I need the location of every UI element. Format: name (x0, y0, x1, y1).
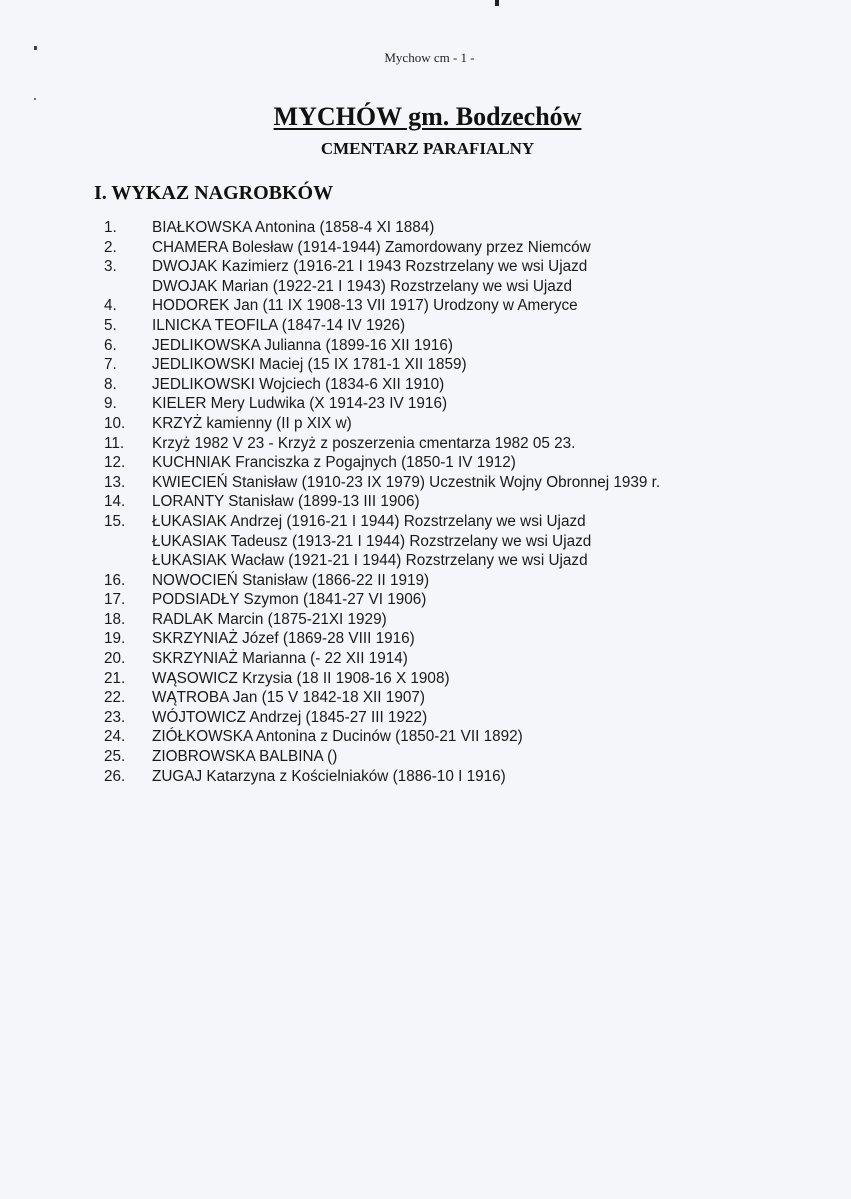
list-item-number: 15. (104, 512, 126, 530)
list-item (0, 688, 851, 708)
list-item (0, 394, 851, 414)
list-item-number: 17. (104, 591, 126, 609)
list-item (0, 238, 851, 258)
list-item-text: LORANTY Stanisław (1899-13 III 1906) (152, 493, 420, 511)
list-item-text: WĄSOWICZ Krzysia (18 II 1908-16 X 1908) (152, 669, 450, 687)
list-item-text: KWIECIEŃ Stanisław (1910-23 IX 1979) Uczestnik Wojny Obronnej 1939 r. (152, 473, 661, 491)
list-item-number: 12. (104, 454, 126, 472)
list-item (0, 336, 851, 356)
grave-list (0, 218, 851, 786)
list-item-number: 13. (104, 473, 126, 491)
list-item-text: ILNICKA TEOFILA (1847-14 IV 1926) (152, 316, 406, 334)
list-item-text: ŁUKASIAK Wacław (1921-21 I 1944) Rozstrzelany we wsi Ujazd (152, 552, 588, 570)
list-item-text: WĄTROBA Jan (15 V 1842-18 XII 1907) (152, 689, 425, 707)
list-item-number: 4. (104, 297, 117, 315)
list-item (0, 277, 851, 297)
list-item (0, 767, 851, 787)
list-item-text: KRZYŻ kamienny (II p XIX w) (152, 414, 352, 432)
list-item-number: 16. (104, 571, 126, 589)
list-item-text: ŁUKASIAK Andrzej (1916-21 I 1944) Rozstrzelany we wsi Ujazd (152, 512, 586, 530)
list-item (0, 492, 851, 512)
list-item (0, 434, 851, 454)
list-item (0, 375, 851, 395)
list-item (0, 355, 851, 375)
list-item-text: HODOREK Jan (11 IX 1908-13 VII 1917) Urodzony w Ameryce (152, 297, 578, 315)
document-title (0, 102, 851, 132)
document-title-text: MYCHÓW gm. Bodzechów (273, 102, 582, 131)
list-item-number: 7. (104, 356, 117, 374)
document-subtitle: CMENTARZ PARAFIALNY (320, 139, 535, 158)
list-item-text: ZIÓŁKOWSKA Antonina z Ducinów (1850-21 VII 1892) (152, 728, 523, 746)
list-item-text: KUCHNIAK Franciszka z Pogajnych (1850-1 IV 1912) (152, 454, 516, 472)
list-item (0, 747, 851, 767)
list-item-text: SKRZYNIAŻ Józef (1869-28 VIII 1916) (152, 630, 415, 648)
list-item (0, 551, 851, 571)
list-item (0, 629, 851, 649)
list-item-text: SKRZYNIAŻ Marianna (- 22 XII 1914) (152, 650, 408, 668)
list-item-number: 21. (104, 669, 126, 687)
list-item-text: WÓJTOWICZ Andrzej (1845-27 III 1922) (152, 708, 428, 726)
list-item-number: 9. (104, 395, 117, 413)
list-item-number: 5. (104, 316, 117, 334)
list-item (0, 590, 851, 610)
list-item-number: 11. (104, 434, 125, 452)
list-item (0, 296, 851, 316)
list-item-text: NOWOCIEŃ Stanisław (1866-22 II 1919) (152, 571, 430, 589)
list-item-number: 24. (104, 728, 126, 746)
list-item-number: 14. (104, 493, 126, 511)
list-item-number: 22. (104, 689, 126, 707)
list-item-number: 20. (104, 650, 126, 668)
list-item (0, 218, 851, 238)
list-item (0, 571, 851, 591)
list-item (0, 453, 851, 473)
list-item-text: DWOJAK Kazimierz (1916-21 I 1943 Rozstrzelany we wsi Ujazd (152, 258, 588, 276)
list-item-number: 1. (104, 219, 117, 236)
list-item-text: ŁUKASIAK Tadeusz (1913-21 I 1944) Rozstrzelany we wsi Ujazd (152, 532, 592, 550)
list-item-number: 3. (104, 258, 117, 276)
list-item-text: ZUGAJ Katarzyna z Kościelniaków (1886-10 I 1916) (152, 767, 506, 785)
list-item-number: 19. (104, 630, 126, 648)
list-item-text: JEDLIKOWSKI Wojciech (1834-6 XII 1910) (152, 375, 445, 393)
list-item-text: JEDLIKOWSKI Maciej (15 IX 1781-1 XII 1859) (152, 356, 467, 374)
list-item (0, 649, 851, 669)
list-item-number: 23. (104, 708, 126, 726)
list-item (0, 473, 851, 493)
list-item-number: 25. (104, 748, 126, 766)
list-item-text: DWOJAK Marian (1922-21 I 1943) Rozstrzelany we wsi Ujazd (152, 277, 572, 295)
list-item (0, 414, 851, 434)
list-item-text: Krzyż 1982 V 23 - Krzyż z poszerzenia cmentarza 1982 05 23. (152, 434, 576, 452)
list-item (0, 669, 851, 689)
section-heading: I. WYKAZ NAGROBKÓW (94, 182, 334, 204)
list-item-number: 26. (104, 767, 126, 785)
list-item (0, 257, 851, 277)
list-item-text: CHAMERA Bolesław (1914-1944) Zamordowany przez Niemców (152, 238, 591, 256)
list-item-text: JEDLIKOWSKA Julianna (1899-16 XII 1916) (152, 336, 454, 354)
list-item (0, 727, 851, 747)
list-item (0, 708, 851, 728)
list-item-text: KIELER Mery Ludwika (X 1914-23 IV 1916) (152, 395, 448, 413)
list-item-number: 2. (104, 238, 117, 256)
list-item-text: BIAŁKOWSKA Antonina (1858-4 XI 1884) (152, 219, 435, 236)
list-item-number: 8. (104, 375, 117, 393)
list-item-text: RADLAK Marcin (1875-21XI 1929) (152, 610, 387, 628)
list-item-text: ZIOBROWSKA BALBINA () (152, 748, 338, 766)
list-item (0, 316, 851, 336)
scan-mark (495, 0, 499, 6)
list-item-number: 18. (104, 610, 126, 628)
list-item-text: PODSIADŁY Szymon (1841-27 VI 1906) (152, 591, 427, 609)
list-item (0, 512, 851, 532)
list-item-number: 10. (104, 414, 126, 432)
page-header: Mychow cm - 1 - (384, 50, 475, 65)
list-item (0, 532, 851, 552)
list-item-number: 6. (104, 336, 117, 354)
list-item (0, 610, 851, 630)
scan-mark (34, 98, 36, 100)
